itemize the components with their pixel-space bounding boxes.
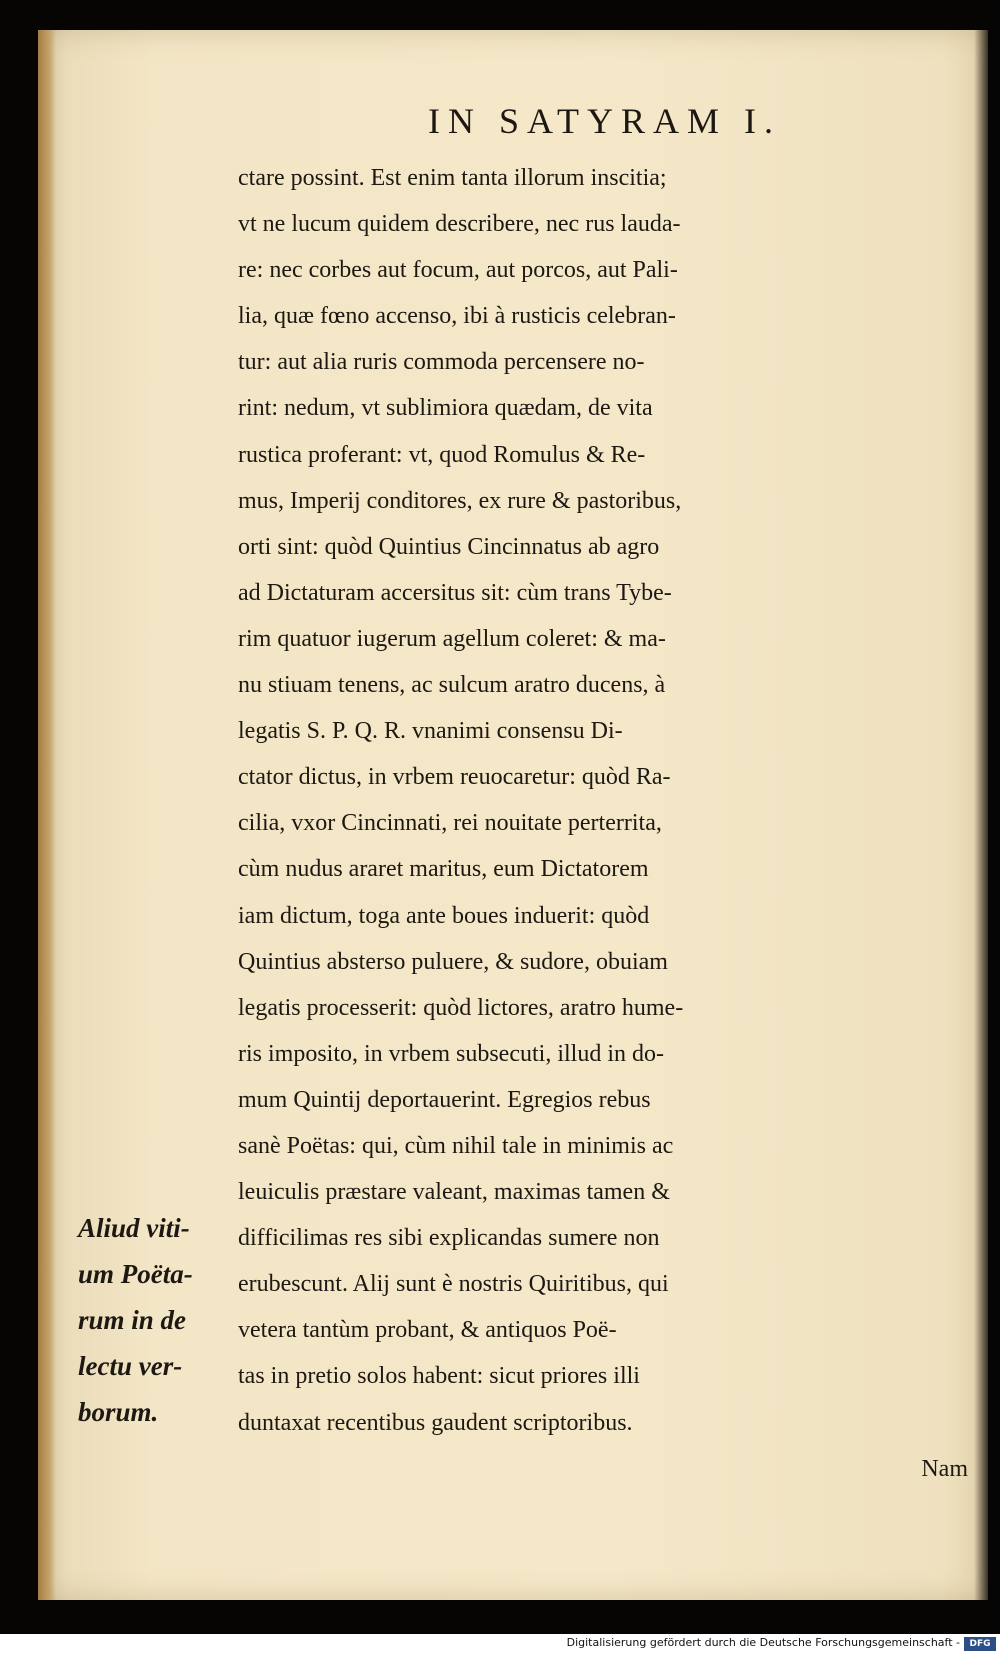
text-line: duntaxat recentibus gaudent scriptoribus. <box>238 1409 633 1436</box>
text-line: sanè Poëtas: qui, cùm nihil tale in minimis ac <box>238 1132 674 1159</box>
marginal-note-line: um Poëta- <box>78 1259 193 1289</box>
dfg-logo-icon: DFG <box>964 1637 996 1651</box>
marginal-note-line: borum. <box>78 1397 159 1427</box>
text-line: cilia, vxor Cincinnati, rei nouitate perterrita, <box>238 810 662 837</box>
page-gutter-edge <box>38 30 56 1600</box>
text-line: tur: aut alia ruris commoda percensere no- <box>238 349 645 376</box>
main-text-block <box>238 155 978 1492</box>
marginal-note-line: rum in de <box>78 1305 187 1335</box>
text-line: mus, Imperij conditores, ex rure & pastoribus, <box>238 487 682 514</box>
text-line: re: nec corbes aut focum, aut porcos, aut Pali- <box>238 257 678 284</box>
marginal-note-line: lectu ver- <box>78 1351 183 1381</box>
text-line: nu stiuam tenens, ac sulcum aratro ducens, à <box>238 672 666 699</box>
text-line: lia, quæ fœno accenso, ibi à rusticis celebran- <box>238 303 676 330</box>
marginal-note <box>78 1205 238 1435</box>
catchword: Nam <box>921 1455 968 1482</box>
text-line: mum Quintij deportauerint. Egregios rebus <box>238 1086 651 1113</box>
text-line: tas in pretio solos habent: sicut priores illi <box>238 1363 640 1390</box>
text-line: iam dictum, toga ante boues induerit: quòd <box>238 902 650 929</box>
text-line: Quintius absterso puluere, & sudore, obuiam <box>238 948 668 975</box>
funding-credit: Digitalisierung gefördert durch die Deutsche Forschungsgemeinschaft - <box>566 1636 960 1649</box>
marginal-note-line: Aliud viti- <box>78 1213 190 1243</box>
text-line: vetera tantùm probant, & antiquos Poë- <box>238 1317 617 1344</box>
text-line: orti sint: quòd Quintius Cincinnatus ab agro <box>238 533 660 560</box>
book-page <box>38 30 988 1600</box>
footer-bar <box>0 1634 1000 1654</box>
text-line: rustica proferant: vt, quod Romulus & Re- <box>238 441 646 468</box>
text-line: difficilimas res sibi explicandas sumere non <box>238 1225 660 1252</box>
text-line: ctator dictus, in vrbem reuocaretur: quòd Ra- <box>238 764 671 791</box>
text-line: ris imposito, in vrbem subsecuti, illud in do- <box>238 1040 664 1067</box>
text-line: leuiculis præstare valeant, maximas tamen & <box>238 1179 670 1206</box>
text-line: legatis S. P. Q. R. vnanimi consensu Di- <box>238 718 623 745</box>
text-line: ctare possint. Est enim tanta illorum inscitia; <box>238 165 667 191</box>
text-line: rim quatuor iugerum agellum coleret: & ma- <box>238 625 666 652</box>
text-line: vt ne lucum quidem describere, nec rus lauda- <box>238 211 681 238</box>
text-line: rint: nedum, vt sublimiora quædam, de vita <box>238 395 653 422</box>
text-line: erubescunt. Alij sunt è nostris Quiritibus, qui <box>238 1271 669 1298</box>
running-head: IN SATYRAM I. <box>428 101 782 141</box>
text-line: ad Dictaturam accersitus sit: cùm trans Tybe- <box>238 579 672 606</box>
text-line: legatis processerit: quòd lictores, aratro hume- <box>238 994 684 1021</box>
text-line: cùm nudus araret maritus, eum Dictatorem <box>238 856 649 883</box>
